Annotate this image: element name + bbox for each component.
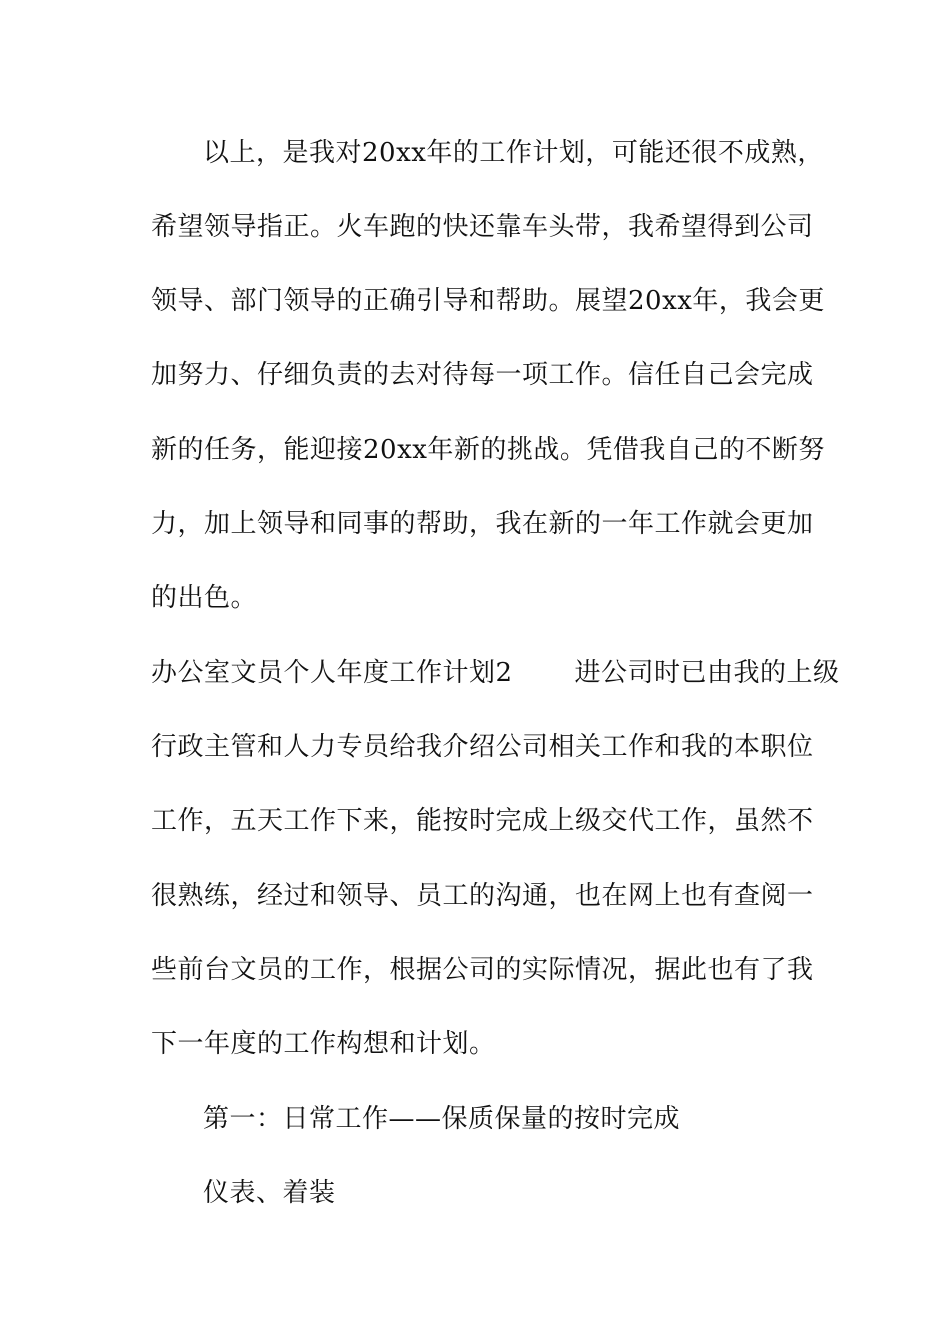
paragraph-line: 加努力、仔细负责的去对待每一项工作。信任自己会完成 [151, 360, 814, 390]
paragraph-line: 工作，五天工作下来，能按时完成上级交代工作，虽然不 [151, 806, 814, 836]
paragraph-line: 新的任务，能迎接20xx年新的挑战。凭借我自己的不断努 [151, 435, 825, 465]
paragraph-line: 希望领导指正。火车跑的快还靠车头带，我希望得到公司 [151, 212, 814, 242]
section-title: 办公室文员个人年度工作计划2 [151, 658, 513, 688]
paragraph-line: 行政主管和人力专员给我介绍公司相关工作和我的本职位 [151, 732, 814, 762]
paragraph-line: 很熟练，经过和领导、员工的沟通，也在网上也有查阅一 [151, 881, 814, 911]
section-title-line [151, 658, 840, 688]
paragraph-line: 以上，是我对20xx年的工作计划，可能还很不成熟， [203, 138, 824, 168]
paragraph-line: 下一年度的工作构想和计划。 [151, 1029, 496, 1059]
subheading: 仪表、着装 [203, 1178, 336, 1208]
paragraph-line: 进公司时已由我的上级 [574, 658, 840, 688]
paragraph-line: 的出色。 [151, 583, 258, 613]
paragraph-line: 力，加上领导和同事的帮助，我在新的一年工作就会更加 [151, 509, 814, 539]
paragraph-line: 些前台文员的工作，根据公司的实际情况，据此也有了我 [151, 955, 814, 985]
subheading: 第一：日常工作——保质保量的按时完成 [203, 1104, 681, 1134]
paragraph-line: 领导、部门领导的正确引导和帮助。展望20xx年，我会更 [151, 286, 825, 316]
